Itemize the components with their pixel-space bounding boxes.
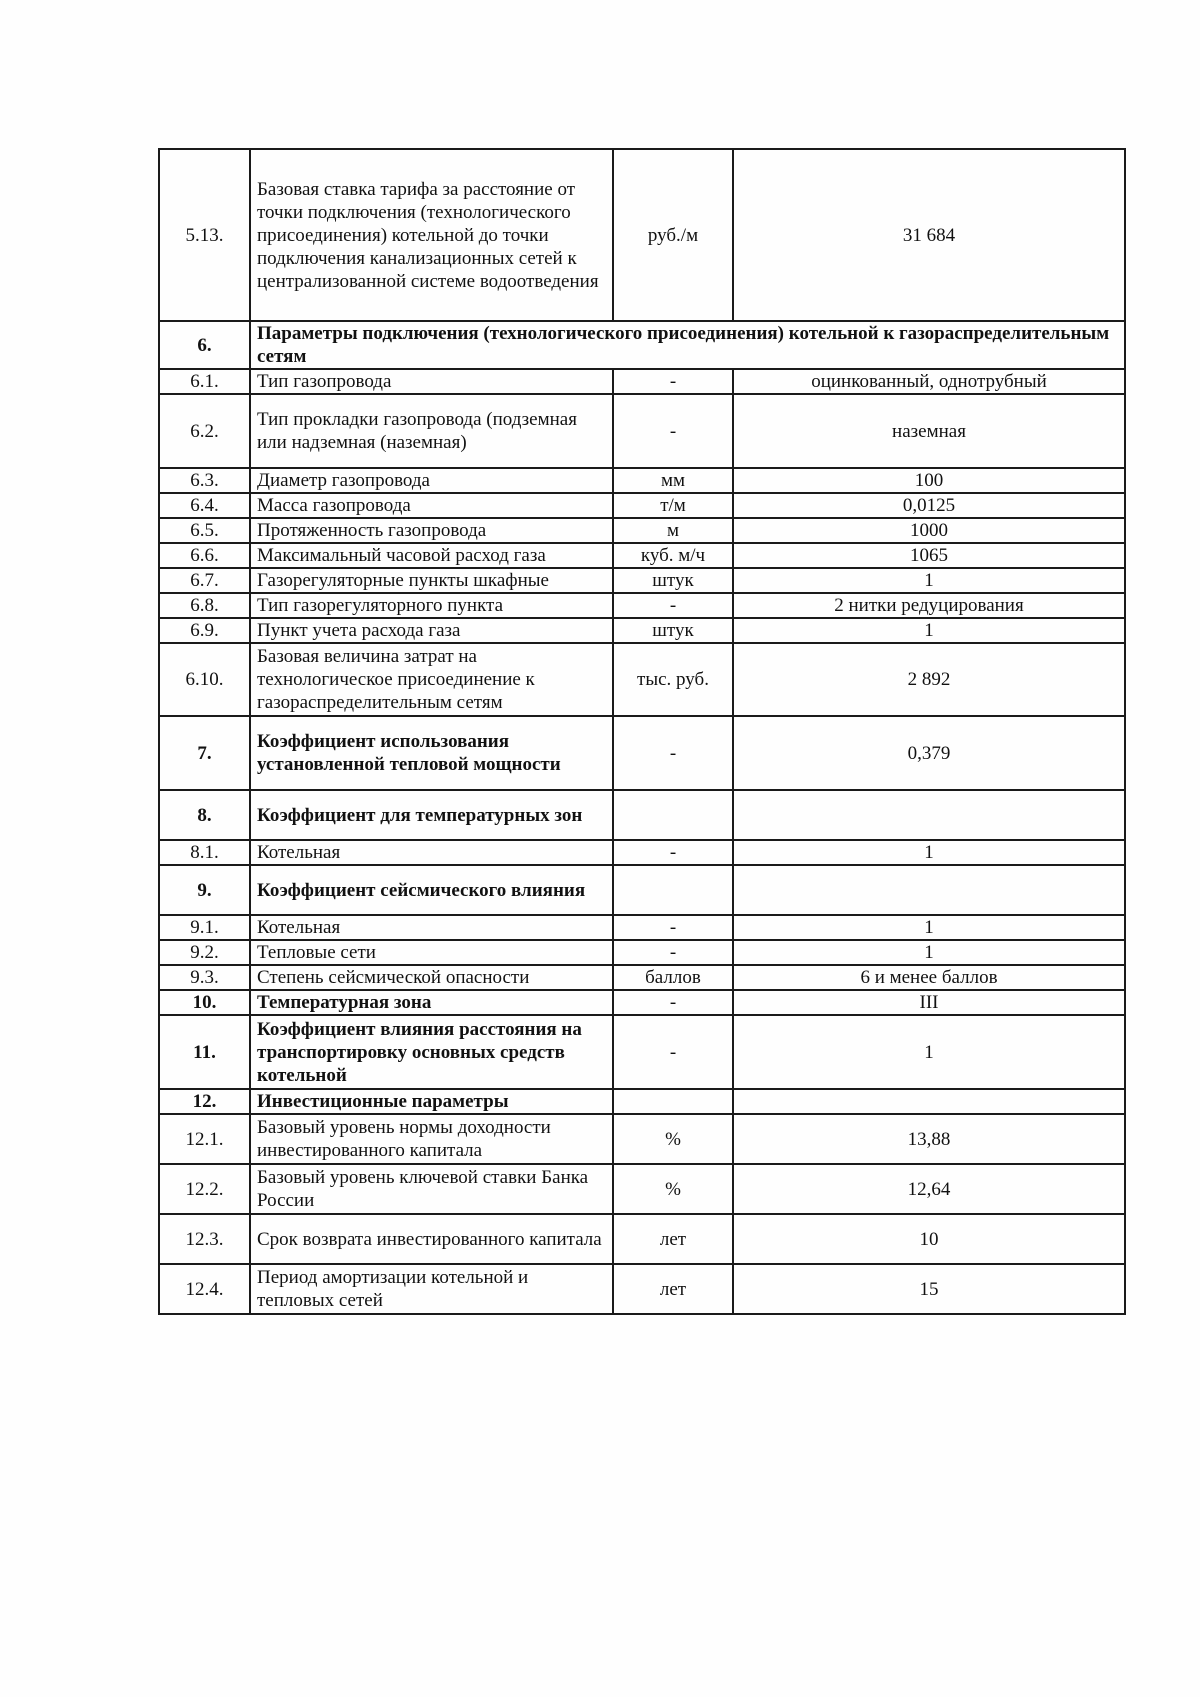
table-row [159,1164,1125,1214]
row-parameter: Протяженность газопровода [250,518,613,543]
row-unit: баллов [613,965,733,990]
table-row [159,543,1125,568]
row-parameter: Тип газорегуляторного пункта [250,593,613,618]
row-value: 1 [733,915,1125,940]
row-value: 2 892 [733,643,1125,716]
table-row [159,1264,1125,1314]
row-unit [613,865,733,915]
row-number: 12.3. [159,1214,250,1264]
row-parameter: Базовая величина затрат на технологическое присоединение к газораспределительным сетям [250,643,613,716]
row-number: 8.1. [159,840,250,865]
table-row [159,990,1125,1015]
row-value: наземная [733,394,1125,468]
row-number: 6.10. [159,643,250,716]
section-row [159,321,1125,369]
row-number: 12. [159,1089,250,1114]
row-value: 0,0125 [733,493,1125,518]
section-number: 6. [159,321,250,369]
parameters-table [158,148,1126,1315]
row-value: 1 [733,1015,1125,1089]
row-unit: - [613,940,733,965]
row-unit: - [613,990,733,1015]
row-parameter: Пункт учета расхода газа [250,618,613,643]
row-number: 6.3. [159,468,250,493]
table-row [159,593,1125,618]
row-parameter: Коэффициент влияния расстояния на транспортировку основных средств котельной [250,1015,613,1089]
row-unit: мм [613,468,733,493]
row-number: 9.1. [159,915,250,940]
table-row [159,568,1125,593]
row-unit: - [613,840,733,865]
row-number: 6.9. [159,618,250,643]
row-value: 6 и менее баллов [733,965,1125,990]
row-unit: - [613,394,733,468]
row-unit: куб. м/ч [613,543,733,568]
row-number: 10. [159,990,250,1015]
row-parameter: Газорегуляторные пункты шкафные [250,568,613,593]
table-row [159,518,1125,543]
table-row [159,940,1125,965]
row-parameter: Коэффициент для температурных зон [250,790,613,840]
row-number: 5.13. [159,149,250,321]
table-row [159,1015,1125,1089]
row-number: 6.4. [159,493,250,518]
row-parameter: Инвестиционные параметры [250,1089,613,1114]
row-parameter: Степень сейсмической опасности [250,965,613,990]
table-row [159,618,1125,643]
row-unit: - [613,1015,733,1089]
row-parameter: Базовый уровень нормы доходности инвестированного капитала [250,1114,613,1164]
row-number: 6.8. [159,593,250,618]
row-unit: штук [613,568,733,593]
row-value [733,1089,1125,1114]
row-value: 1000 [733,518,1125,543]
row-unit: - [613,593,733,618]
row-value: 10 [733,1214,1125,1264]
row-number: 6.2. [159,394,250,468]
row-number: 12.2. [159,1164,250,1214]
table-row [159,915,1125,940]
table-row [159,643,1125,716]
row-unit: т/м [613,493,733,518]
table-row [159,840,1125,865]
row-unit: штук [613,618,733,643]
row-value: 15 [733,1264,1125,1314]
table-row [159,1114,1125,1164]
row-unit: лет [613,1214,733,1264]
row-parameter: Коэффициент использования установленной тепловой мощности [250,716,613,790]
row-value: 1 [733,840,1125,865]
row-number: 11. [159,1015,250,1089]
row-parameter: Период амортизации котельной и тепловых сетей [250,1264,613,1314]
row-number: 6.6. [159,543,250,568]
row-value: 1 [733,940,1125,965]
row-parameter: Коэффициент сейсмического влияния [250,865,613,915]
row-value: 100 [733,468,1125,493]
row-value [733,865,1125,915]
table-row [159,468,1125,493]
row-parameter: Тип газопровода [250,369,613,394]
row-parameter: Базовый уровень ключевой ставки Банка России [250,1164,613,1214]
row-parameter: Масса газопровода [250,493,613,518]
row-number: 6.7. [159,568,250,593]
table-row [159,865,1125,915]
row-unit: руб./м [613,149,733,321]
row-unit: лет [613,1264,733,1314]
row-parameter: Тепловые сети [250,940,613,965]
row-parameter: Тип прокладки газопровода (подземная или надземная (наземная) [250,394,613,468]
row-parameter: Котельная [250,840,613,865]
row-unit: тыс. руб. [613,643,733,716]
row-value: 1 [733,568,1125,593]
row-unit [613,790,733,840]
row-number: 6.1. [159,369,250,394]
row-number: 9.2. [159,940,250,965]
row-number: 12.1. [159,1114,250,1164]
row-number: 7. [159,716,250,790]
row-value: 13,88 [733,1114,1125,1164]
section-title: Параметры подключения (технологического присоединения) котельной к газораспределительным сетям [250,321,1125,369]
row-number: 6.5. [159,518,250,543]
row-parameter: Диаметр газопровода [250,468,613,493]
row-number: 12.4. [159,1264,250,1314]
table-row [159,1089,1125,1114]
row-parameter: Срок возврата инвестированного капитала [250,1214,613,1264]
row-parameter: Базовая ставка тарифа за расстояние от точки подключения (технологического присоединения) котельной до точки подключения канализационных сетей к централизованной системе водоотведения [250,149,613,321]
row-number: 9. [159,865,250,915]
row-unit: % [613,1164,733,1214]
row-unit: % [613,1114,733,1164]
row-parameter: Температурная зона [250,990,613,1015]
table-row [159,965,1125,990]
row-value [733,790,1125,840]
row-unit: - [613,369,733,394]
row-unit [613,1089,733,1114]
row-parameter: Котельная [250,915,613,940]
table-row [159,149,1125,321]
row-parameter: Максимальный часовой расход газа [250,543,613,568]
row-unit: м [613,518,733,543]
row-value: 2 нитки редуцирования [733,593,1125,618]
table-row [159,790,1125,840]
row-unit: - [613,716,733,790]
row-unit: - [613,915,733,940]
row-value: оцинкованный, однотрубный [733,369,1125,394]
table-row [159,493,1125,518]
row-number: 8. [159,790,250,840]
row-value: 1 [733,618,1125,643]
table-row [159,1214,1125,1264]
row-number: 9.3. [159,965,250,990]
table-row [159,369,1125,394]
row-value: 31 684 [733,149,1125,321]
row-value: 1065 [733,543,1125,568]
row-value: 0,379 [733,716,1125,790]
table-row [159,394,1125,468]
row-value: III [733,990,1125,1015]
row-value: 12,64 [733,1164,1125,1214]
table-row [159,716,1125,790]
